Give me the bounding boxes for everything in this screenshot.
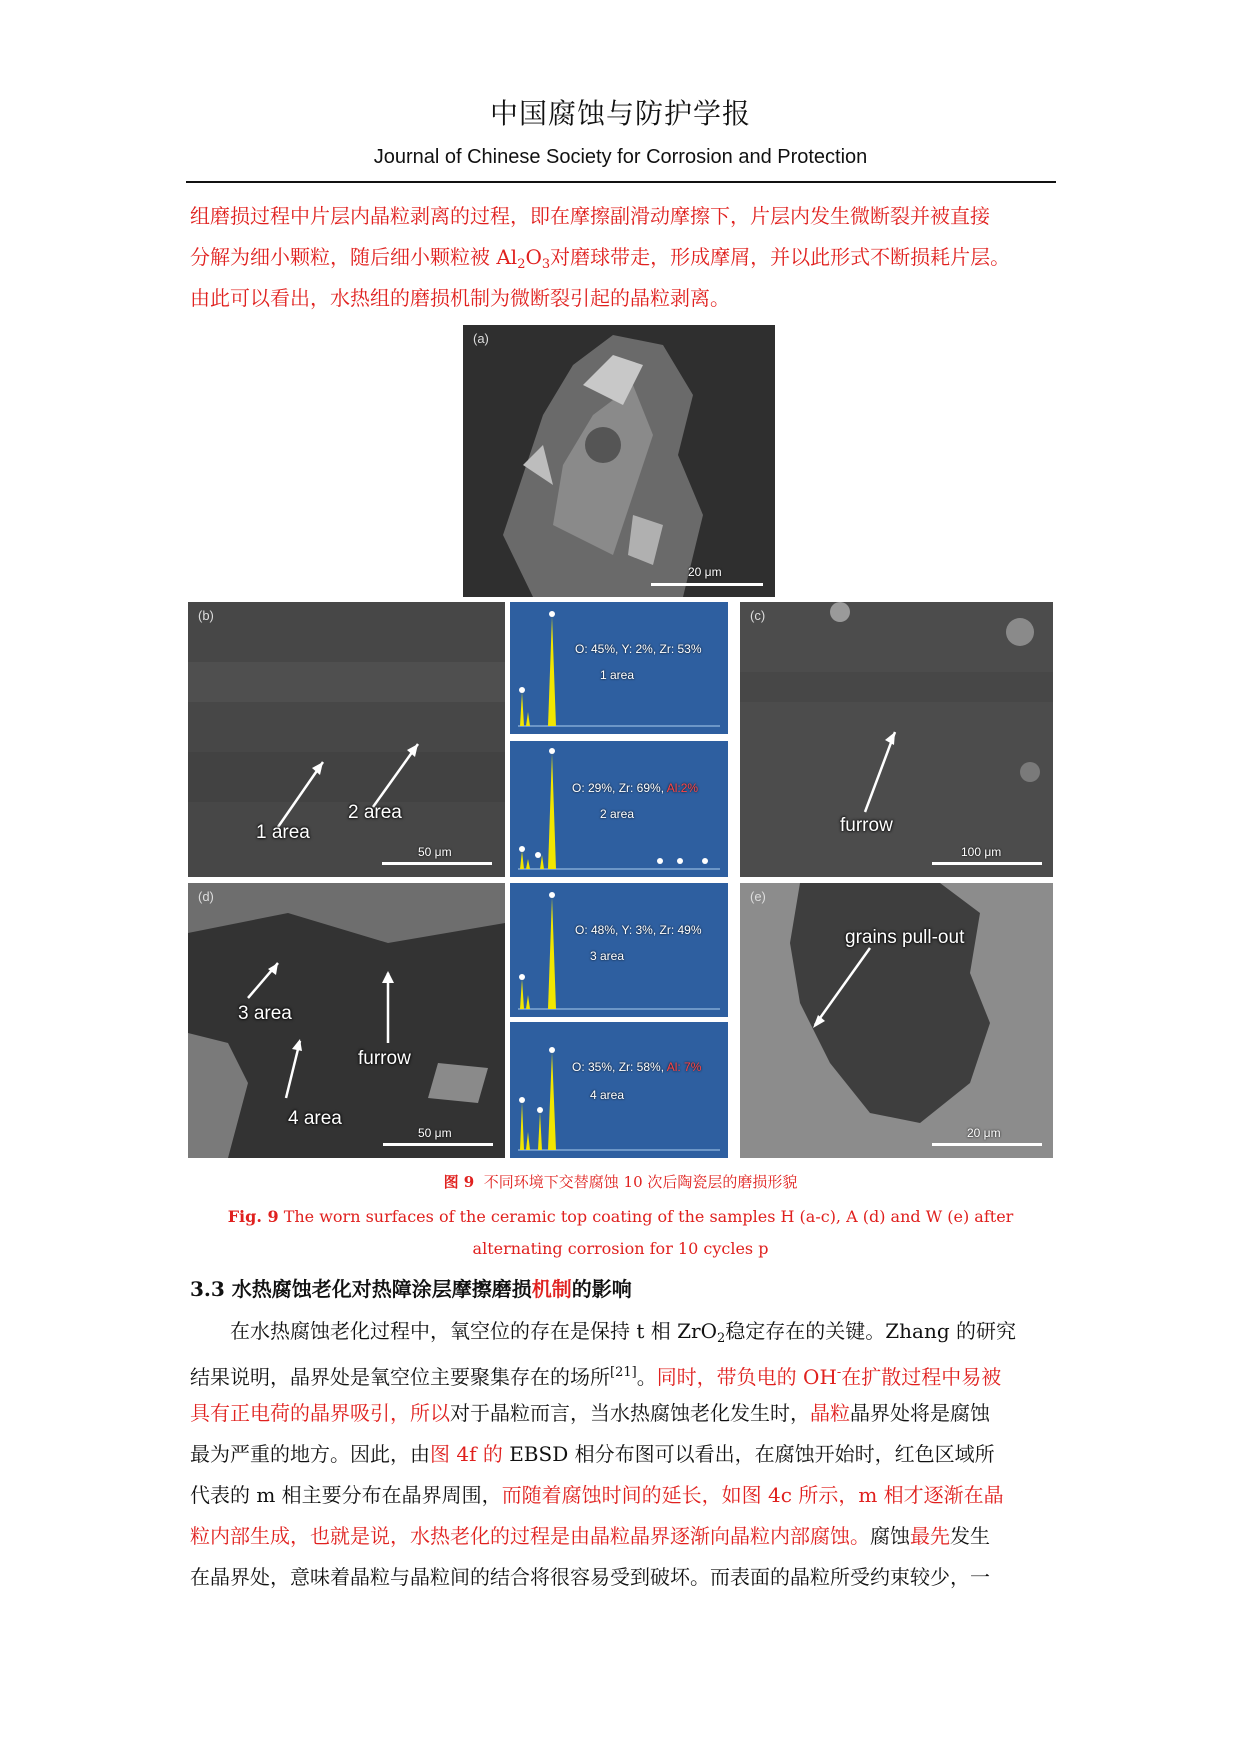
header-rule [186, 181, 1056, 183]
intro-line-1: 组磨损过程中片层内晶粒剥离的过程，即在摩擦副滑动摩擦下，片层内发生微断裂并被直接 [190, 204, 990, 228]
sem-panel-d [188, 883, 505, 1158]
annotation-furrow-d: furrow [358, 1048, 411, 1069]
panel-label-e: (e) [750, 889, 766, 904]
intro-line-3: 由此可以看出，水热组的磨损机制为微断裂引起的晶粒剥离。 [190, 286, 730, 310]
scale-bar-a [651, 583, 763, 586]
journal-title-cn: 中国腐蚀与防护学报 [489, 97, 751, 130]
eds-area-4: 4 area [590, 1088, 625, 1102]
eds-spectrum-4 [510, 1022, 728, 1158]
sem-panel-e [740, 883, 1053, 1158]
sem-texture-e [740, 883, 1053, 1158]
eds-spectrum-1 [510, 602, 728, 734]
eds-area-2: 2 area [600, 807, 635, 821]
intro-line-2: 分解为细小颗粒，随后细小颗粒被 $Al_2O_3$对磨球带走，形成摩屑，并以此形式不断损耗片层。 [190, 245, 1011, 272]
scale-bar-b [382, 862, 492, 865]
eds-composition-4: O: 35%, Zr: 58%, Al: 7% [572, 1060, 702, 1074]
scale-bar-e [932, 1143, 1042, 1146]
journal-title-en: Journal of Chinese Society for Corrosion and Protection [373, 146, 868, 168]
scale-text-c: 100 μm [961, 845, 1002, 859]
figure-caption-en: Fig. 9 The worn surfaces of the ceramic top coating of the samples H (a-c), A (d) and W (e) after alternating corrosion for 10 cycles p [227, 1207, 1014, 1258]
eds-spectrum-2 [510, 741, 728, 877]
body-line-6: 粒内部生成，也就是说，水热老化的过程是由晶粒晶界逐渐向晶粒内部腐蚀。腐蚀最先发生 [190, 1524, 990, 1548]
eds-spectrum-3 [510, 883, 728, 1017]
eds-composition-2: O: 29%, Zr: 69%, Al:2% [572, 781, 699, 795]
body-line-7: 在晶界处，意味着晶粒与晶粒间的结合将很容易受到破坏。而表面的晶粒所受约束较少，一 [190, 1565, 990, 1589]
scale-bar-d [383, 1143, 493, 1146]
eds-area-1: 1 area [600, 668, 635, 682]
figure-caption-cn: 图 9 不同环境下交替腐蚀 10 次后陶瓷层的磨损形貌 [443, 1173, 798, 1191]
eds-composition-3: O: 48%, Y: 3%, Zr: 49% [575, 923, 702, 937]
scale-text-b: 50 μm [418, 845, 452, 859]
scale-text-e: 20 μm [967, 1126, 1001, 1140]
panel-label-c: (c) [750, 608, 766, 623]
eds-composition-1: O: 45%, Y: 2%, Zr: 53% [575, 642, 702, 656]
section-heading: 3.3 水热腐蚀老化对热障涂层摩擦磨损机制的影响 [190, 1277, 632, 1301]
sem-panel-a [463, 325, 775, 597]
eds-area-3: 3 area [590, 949, 625, 963]
panel-label-b: (b) [198, 608, 214, 623]
sem-texture-a [463, 325, 775, 597]
sem-texture-c [740, 602, 1053, 877]
scale-text-d: 50 μm [418, 1126, 452, 1140]
annotation-4-area: 4 area [288, 1108, 342, 1129]
annotation-2-area: 2 area [348, 802, 402, 823]
sem-panel-c [740, 602, 1053, 877]
annotation-grains-pull-out: grains pull-out [845, 927, 965, 948]
annotation-1-area: 1 area [256, 822, 310, 843]
body-line-5: 代表的 m 相主要分布在晶界周围，而随着腐蚀时间的延长，如图 4c 所示，m 相才逐渐在晶 [190, 1483, 1004, 1507]
body-line-3: 具有正电荷的晶界吸引，所以对于晶粒而言，当水热腐蚀老化发生时，晶粒晶界处将是腐蚀 [190, 1401, 990, 1425]
scale-text-a: 20 μm [688, 565, 722, 579]
body-line-1: 在水热腐蚀老化过程中，氧空位的存在是保持 t 相 ZrO$_2$稳定存在的关键。Zhang 的研究 [230, 1319, 1016, 1346]
sem-texture-b [188, 602, 505, 877]
annotation-3-area: 3 area [238, 1003, 292, 1024]
body-line-2: 结果说明，晶界处是氧空位主要聚集存在的场所[21]。同时，带负电的 OH-在扩散过程中易被 [190, 1365, 1002, 1389]
scale-bar-c [932, 862, 1042, 865]
body-line-4: 最为严重的地方。因此，由图 4f 的 EBSD 相分布图可以看出，在腐蚀开始时，红色区域所 [190, 1442, 995, 1466]
annotation-furrow-c: furrow [840, 815, 893, 836]
panel-label-d: (d) [198, 889, 214, 904]
sem-texture-d [188, 883, 505, 1158]
panel-label-a: (a) [473, 331, 489, 346]
sem-panel-b [188, 602, 505, 877]
